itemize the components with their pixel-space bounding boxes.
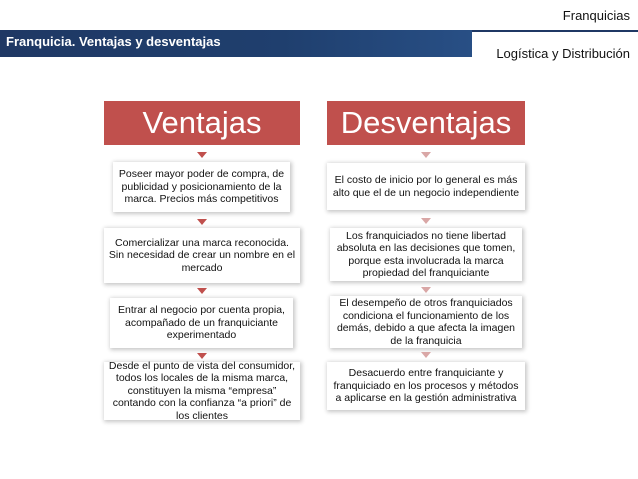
desventajas-item-4: Desacuerdo entre franquiciante y franquiciado en los procesos y métodos a aplicarse en la gestión administrativa (327, 362, 525, 410)
ventajas-heading: Ventajas (104, 101, 300, 145)
desventajas-arrow-4 (421, 352, 431, 358)
ventajas-item-2: Comercializar una marca reconocida. Sin necesidad de crear un nombre en el mercado (104, 228, 300, 283)
desventajas-heading: Desventajas (327, 101, 525, 145)
ventajas-item-3: Entrar al negocio por cuenta propia, acompañado de un franquiciante experimentado (110, 298, 293, 348)
header-top-right: Franquicias (562, 8, 630, 23)
ventajas-arrow-2 (197, 219, 207, 225)
desventajas-arrow-2 (421, 218, 431, 224)
ventajas-arrow-3 (197, 288, 207, 294)
ventajas-arrow-1 (197, 152, 207, 158)
desventajas-arrow-1 (421, 152, 431, 158)
desventajas-item-3: El desempeño de otros franquiciados condiciona el funcionamiento de los demás, debido a que afecta la imagen de la franquicia (330, 296, 522, 348)
slide-title: Franquicia. Ventajas y desventajas (6, 34, 221, 49)
desventajas-arrow-3 (421, 287, 431, 293)
ventajas-arrow-4 (197, 353, 207, 359)
header-rule (472, 30, 638, 32)
ventajas-item-1: Poseer mayor poder de compra, de publicidad y posicionamiento de la marca. Precios más competitivos (113, 162, 290, 212)
ventajas-item-4: Desde el punto de vista del consumidor, todos los locales de la misma marca, constituyen la misma “empresa” contando con la confianza “a priori” de los clientes (104, 362, 300, 420)
desventajas-item-1: El costo de inicio por lo general es más alto que el de un negocio independiente (327, 163, 525, 210)
desventajas-item-2: Los franquiciados no tiene libertad absoluta en las decisiones que tomen, porque esta involucrada la marca propiedad del franquiciante (330, 228, 522, 281)
header-bottom-right: Logística y Distribución (496, 46, 630, 61)
